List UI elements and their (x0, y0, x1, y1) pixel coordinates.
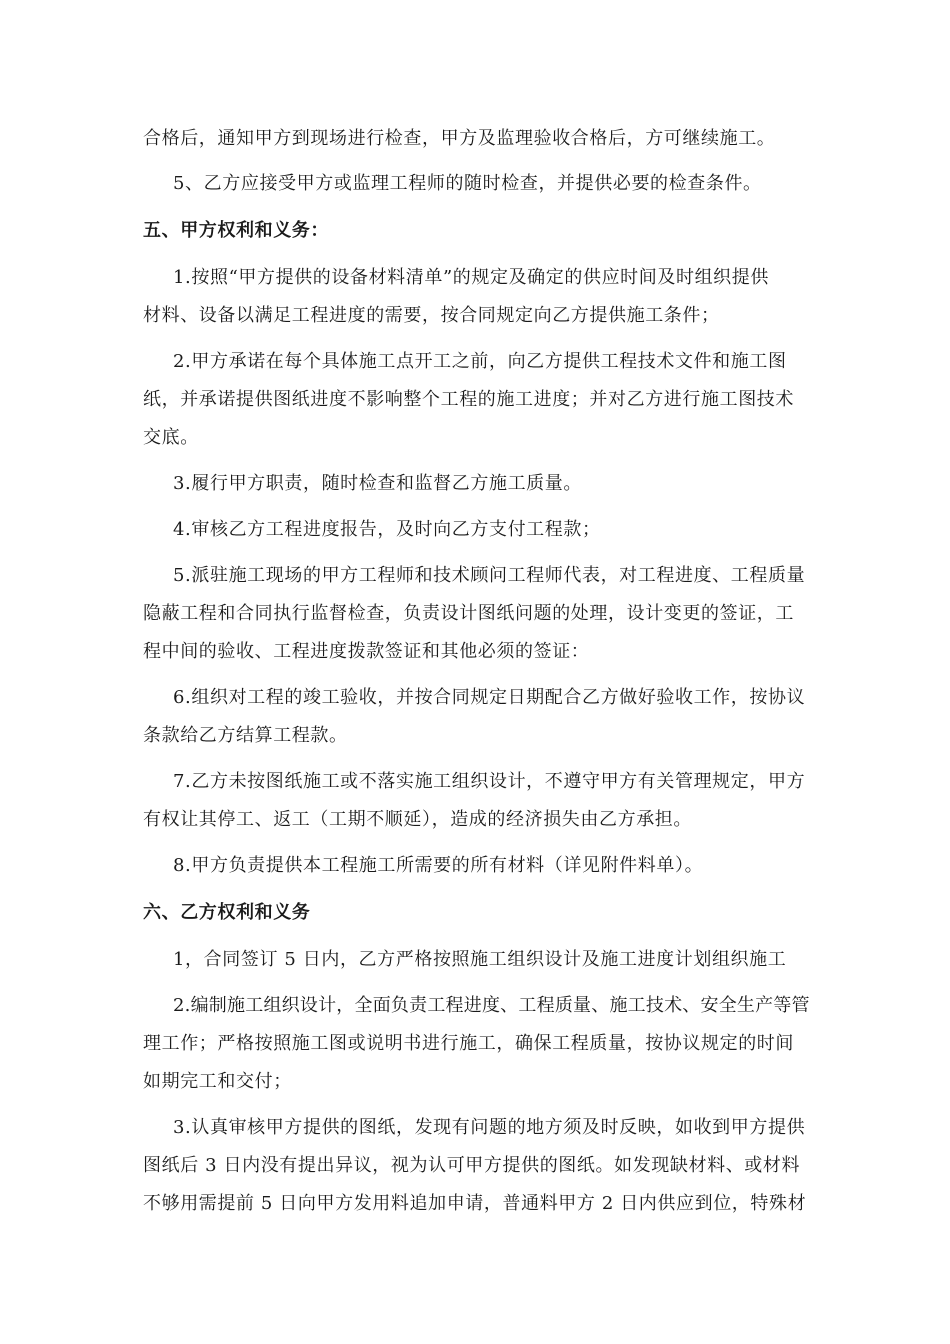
text-line: 5、乙方应接受甲方或监理工程师的随时检查，并提供必要的检查条件。 (173, 173, 762, 194)
text-line: 3.履行甲方职责，随时检查和监督乙方施工质量。 (173, 473, 582, 494)
text-line: 隐蔽工程和合同执行监督检查，负责设计图纸问题的处理，设计变更的签证，工 (143, 603, 794, 624)
text-line: 5.派驻施工现场的甲方工程师和技术顾问工程师代表，对工程进度、工程质量 (173, 565, 806, 586)
text-line: 图纸后 3 日内没有提出异议，视为认可甲方提供的图纸。如发现缺材料、或材料 (143, 1155, 801, 1176)
text-line: 程中间的验收、工程进度拨款签证和其他必须的签证： (143, 641, 590, 662)
text-line: 2.甲方承诺在每个具体施工点开工之前，向乙方提供工程技术文件和施工图 (173, 351, 787, 372)
text-line: 4.审核乙方工程进度报告，及时向乙方支付工程款； (173, 519, 601, 540)
text-line: 交底。 (143, 427, 199, 448)
section-heading: 五、甲方权利和义务： (143, 220, 329, 241)
text-line: 1.按照“甲方提供的设备材料清单”的规定及确定的供应时间及时组织提供 (173, 267, 769, 288)
text-line: 6.组织对工程的竣工验收，并按合同规定日期配合乙方做好验收工作，按协议 (173, 687, 806, 708)
text-line: 不够用需提前 5 日向甲方发用料追加申请，普通料甲方 2 日内供应到位，特殊材 (143, 1193, 807, 1214)
text-line: 3.认真审核甲方提供的图纸，发现有问题的地方须及时反映，如收到甲方提供 (173, 1117, 806, 1138)
text-line: 1，合同签订 5 日内，乙方严格按照施工组织设计及施工进度计划组织施工 (173, 949, 787, 970)
text-line: 材料、设备以满足工程进度的需要，按合同规定向乙方提供施工条件； (143, 305, 720, 326)
text-line: 合格后，通知甲方到现场进行检查，甲方及监理验收合格后，方可继续施工。 (143, 128, 776, 149)
text-line: 理工作；严格按照施工图或说明书进行施工，确保工程质量，按协议规定的时间 (143, 1033, 794, 1054)
text-line: 纸，并承诺提供图纸进度不影响整个工程的施工进度；并对乙方进行施工图技术 (143, 389, 794, 410)
text-line: 条款给乙方结算工程款。 (143, 725, 348, 746)
text-line: 2.编制施工组织设计，全面负责工程进度、工程质量、施工技术、安全生产等管 (173, 995, 810, 1016)
section-heading: 六、乙方权利和义务 (143, 902, 311, 923)
text-line: 7.乙方未按图纸施工或不落实施工组织设计，不遵守甲方有关管理规定，甲方 (173, 771, 806, 792)
text-line: 有权让其停工、返工（工期不顺延），造成的经济损失由乙方承担。 (143, 809, 692, 830)
text-line: 如期完工和交付； (143, 1071, 292, 1092)
text-line: 8.甲方负责提供本工程施工所需要的所有材料（详见附件料单）。 (173, 855, 704, 876)
